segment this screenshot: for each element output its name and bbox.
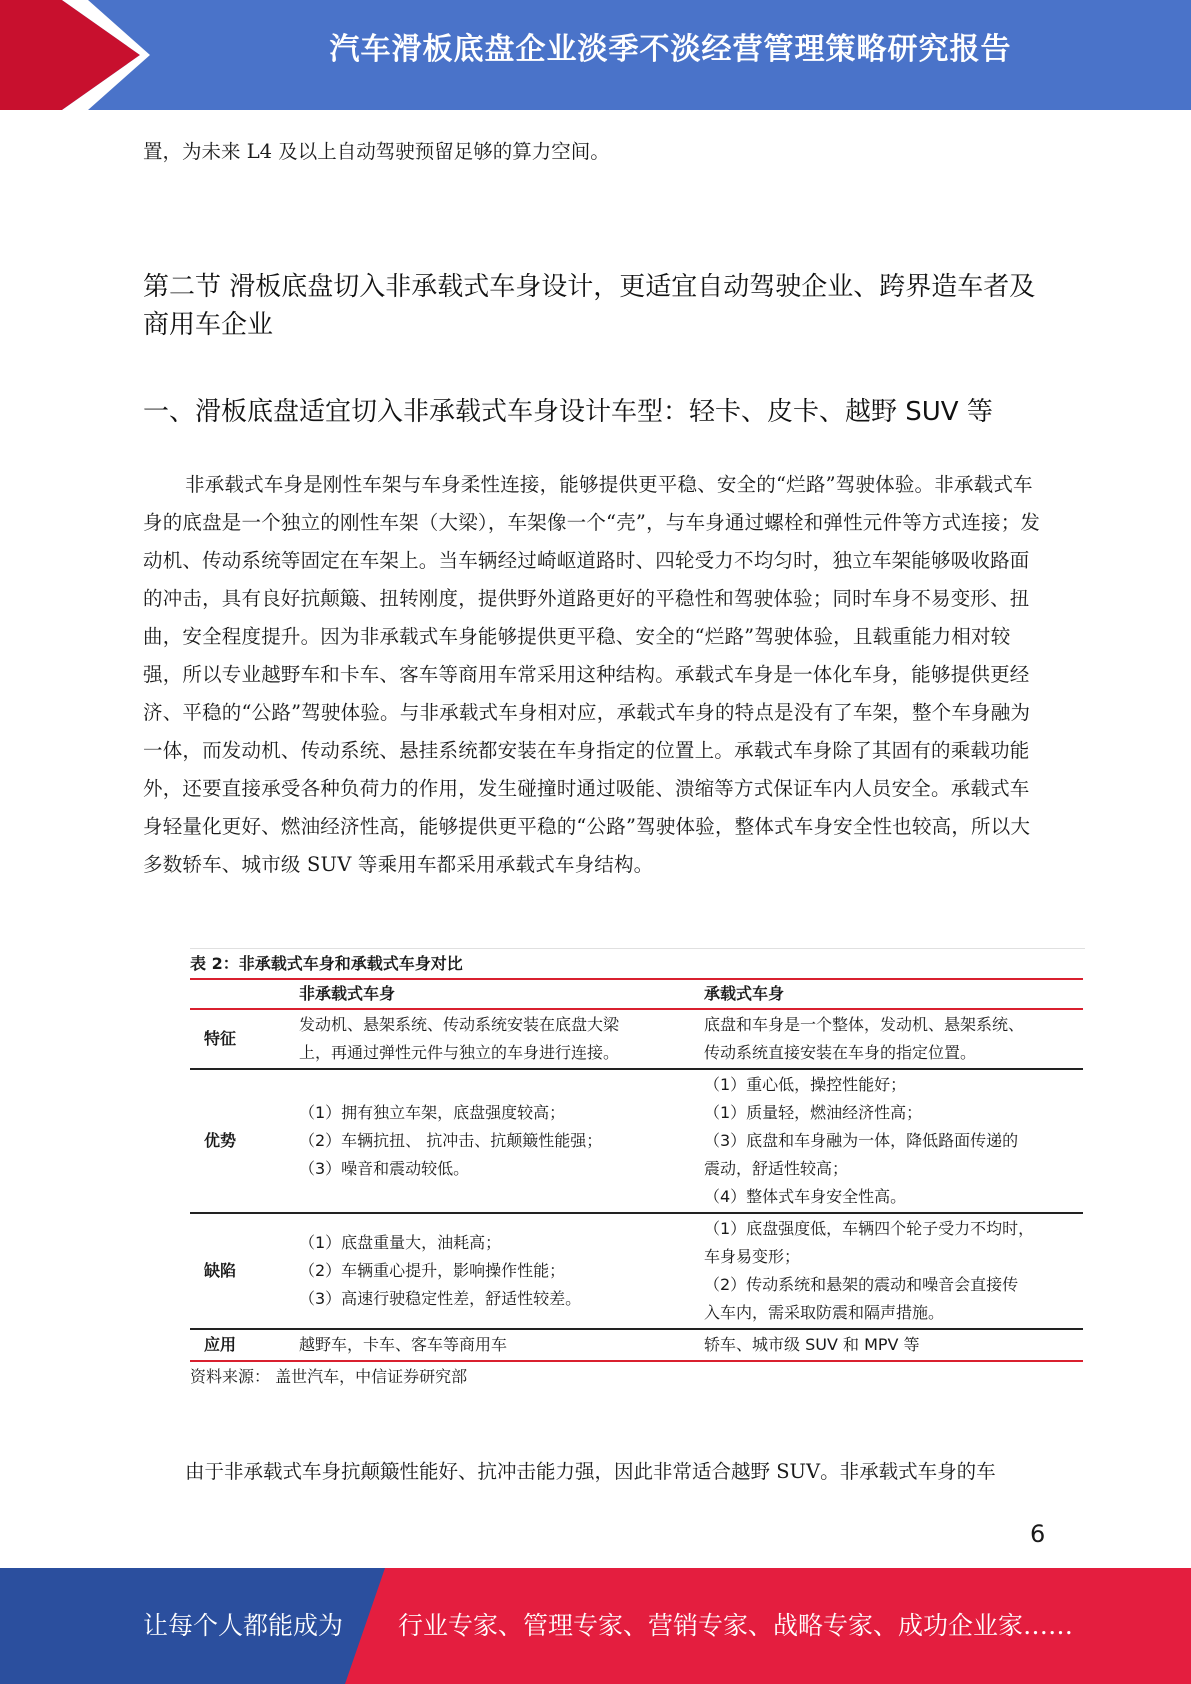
row-label: 特征 (204, 1029, 237, 1048)
table-header-cell (190, 979, 285, 1009)
cell-line: 轿车、城市级 SUV 和 MPV 等 (704, 1335, 920, 1354)
cell-line: （3）噪音和震动较低。 (299, 1159, 470, 1178)
footer-slogan-right: 行业专家、管理专家、营销专家、战略专家、成功企业家…… (398, 1611, 1074, 1640)
page-footer (0, 1568, 1191, 1684)
cell-line: 传动系统直接安装在车身的指定位置。 (704, 1043, 977, 1062)
body-paragraph: 非承载式车身是刚性车架与车身柔性连接，能够提供更平稳、安全的“烂路”驾驶体验。非承载式车身的底盘是一个独立的刚性车架（大梁），车架像一个“壳”，与车身通过螺栓和弹性元件等方式连接；发动机、传动系统等固定在车架上。当车辆经过崎岖道路时、四轮受力不均匀时，独立车架能够吸收路面的冲击，具有良好抗颠簸、扭转刚度，提供野外道路更好的平稳性和驾驶体验；同时车身不易变形、扭曲，安全程度提升。因为非承载式车身能够提供更平稳、安全的“烂路”驾驶体验，且载重能力相对较强，所以专业越野车和卡车、客车等商用车常采用这种结构。承载式车身是一体化车身，能够提供更经济、平稳的“公路”驾驶体验。与非承载式车身相对应，承载式车身的特点是没有了车架，整个车身融为一体，而发动机、传动系统、悬挂系统都安装在车身指定的位置上。承载式车身除了其固有的乘载功能外，还要直接承受各种负荷力的作用，发生碰撞时通过吸能、溃缩等方式保证车内人员安全。承载式车身轻量化更好、燃油经济性高，能够提供更平稳的“公路”驾驶体验，整体式车身安全性也较高，所以大多数轿车、城市级 SUV 等乘用车都采用承载式车身结构。 (143, 473, 1041, 876)
table-cell (285, 1213, 690, 1329)
cell-line: （2）传动系统和悬架的震动和噪音会直接传 (704, 1275, 1019, 1294)
continuation-text: 置，为未来 L4 及以上自动驾驶预留足够的算力空间。 (143, 140, 610, 163)
cell-line: （3）底盘和车身融为一体，降低路面传递的 (704, 1131, 1019, 1150)
cell-line: 车身易变形； (704, 1247, 801, 1266)
cell-line: 发动机、悬架系统、传动系统安装在底盘大梁 (299, 1015, 620, 1034)
comparison-table-block (190, 948, 1085, 1392)
table-header-cell: 承载式车身 (704, 984, 785, 1003)
cell-line: （4）整体式车身安全性高。 (704, 1187, 907, 1206)
table-row (190, 1329, 1083, 1361)
table-header-row (190, 979, 1083, 1009)
table-cell (285, 1009, 690, 1069)
table-caption: 表 2：非承载式车身和承载式车身对比 (190, 948, 1085, 978)
table-cell (690, 1329, 1083, 1361)
row-label: 缺陷 (204, 1261, 237, 1280)
page-header (0, 0, 1191, 110)
cell-line: 震动，舒适性较高； (704, 1159, 849, 1178)
table-cell (690, 1213, 1083, 1329)
table-row (190, 1009, 1083, 1069)
table-cell (690, 1069, 1083, 1213)
cell-line: 上，再通过弹性元件与独立的车身进行连接。 (299, 1043, 620, 1062)
cell-line: （1）质量轻，燃油经济性高； (704, 1103, 923, 1122)
cell-line: （1）底盘重量大，油耗高； (299, 1233, 502, 1252)
report-title: 汽车滑板底盘企业淡季不淡经营管理策略研究报告 (329, 32, 1012, 67)
section-title: 第二节 滑板底盘切入非承载式车身设计，更适宜自动驾驶企业、跨界造车者及商用车企业 (143, 272, 1036, 340)
table-cell (285, 1329, 690, 1361)
table-header-cell: 非承载式车身 (299, 984, 396, 1003)
cell-line: （2）车辆重心提升，影响操作性能； (299, 1261, 566, 1280)
row-label: 应用 (204, 1335, 237, 1354)
cell-line: 入车内，需采取防震和隔声措施。 (704, 1303, 945, 1322)
cell-line: （1）底盘强度低，车辆四个轮子受力不均时， (704, 1219, 1035, 1238)
body-paragraph: 由于非承载式车身抗颠簸性能好、抗冲击能力强，因此非常适合越野 SUV。非承载式车身的车 (185, 1460, 996, 1483)
header-red-chevron (0, 0, 150, 110)
table-row (190, 1213, 1083, 1329)
table-row (190, 1069, 1083, 1213)
table-source: 资料来源： 盖世汽车，中信证券研究部 (190, 1367, 468, 1386)
cell-line: 底盘和车身是一个整体，发动机、悬架系统、 (704, 1015, 1025, 1034)
table-cell (285, 1069, 690, 1213)
page-number: 6 (1030, 1520, 1046, 1548)
cell-line: （3）高速行驶稳定性差，舒适性较差。 (299, 1289, 582, 1308)
cell-line: （1）拥有独立车架，底盘强度较高； (299, 1103, 566, 1122)
footer-slogan-left: 让每个人都能成为 (143, 1611, 344, 1640)
cell-line: 越野车，卡车、客车等商用车 (299, 1335, 508, 1354)
cell-line: （1）重心低，操控性能好； (704, 1075, 907, 1094)
sub-title: 一、滑板底盘适宜切入非承载式车身设计车型：轻卡、皮卡、越野 SUV 等 (143, 397, 993, 427)
comparison-table (190, 978, 1083, 1362)
cell-line: （2）车辆抗扭、 抗冲击、抗颠簸性能强； (299, 1131, 603, 1150)
row-label: 优势 (204, 1131, 237, 1150)
table-cell (690, 1009, 1083, 1069)
